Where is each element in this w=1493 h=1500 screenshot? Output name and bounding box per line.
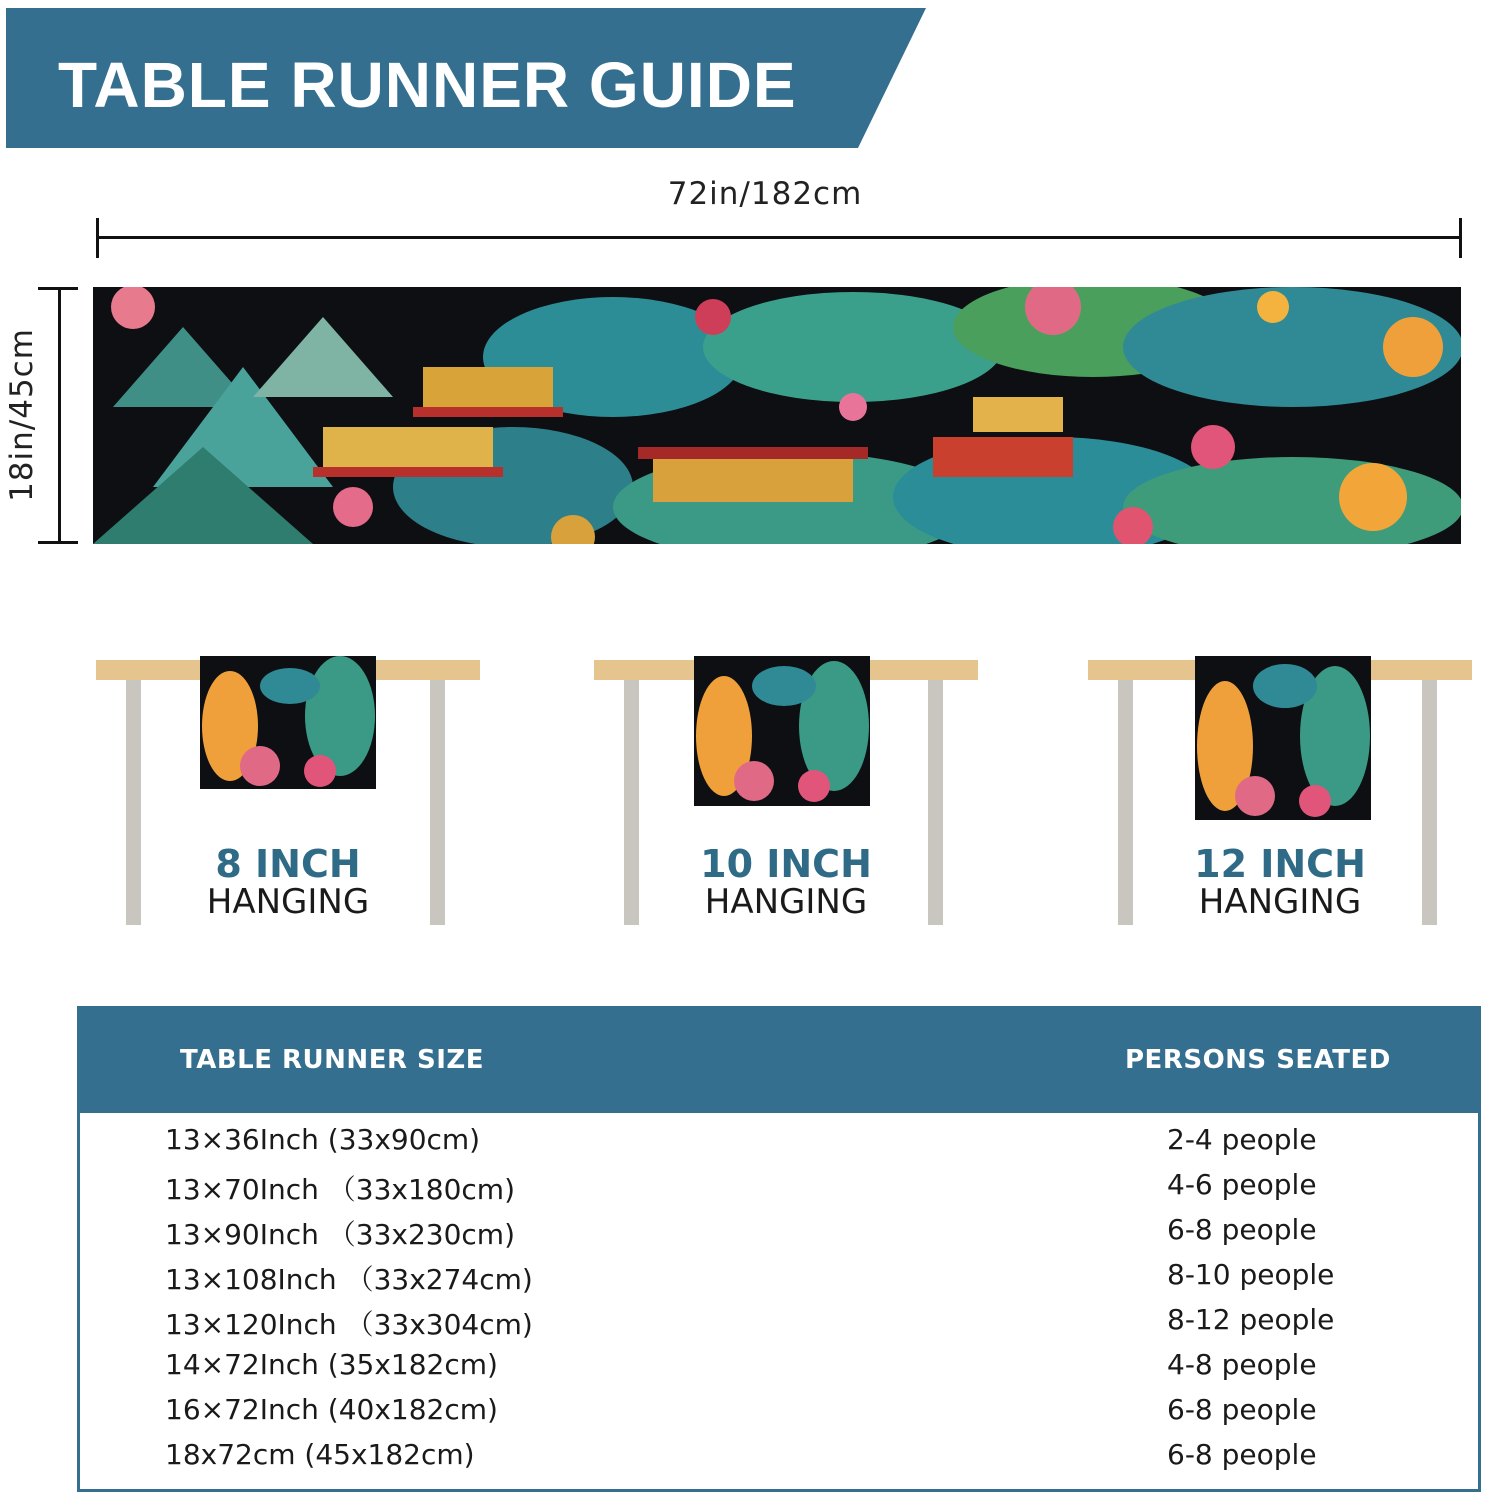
page-title: TABLE RUNNER GUIDE [58, 49, 797, 121]
table-row [80, 1438, 1478, 1483]
runner-drop [694, 656, 870, 806]
runner-drop [200, 656, 376, 789]
row-persons: 8-10 people [1167, 1258, 1335, 1291]
row-persons: 6-8 people [1167, 1393, 1317, 1426]
width-label: 18in/45cm [4, 328, 40, 502]
table-row [80, 1303, 1478, 1348]
row-size: 13×36Inch (33x90cm) [165, 1123, 481, 1156]
row-size: 13×120Inch （33x304cm) [165, 1308, 533, 1341]
table-row [80, 1168, 1478, 1213]
length-dimension-line [96, 236, 1462, 239]
length-tick-left [96, 218, 99, 258]
row-size: 16×72Inch (40x182cm) [165, 1393, 498, 1426]
row-size: 14×72Inch (35x182cm) [165, 1348, 498, 1381]
row-persons: 6-8 people [1167, 1213, 1317, 1246]
size-table-header [80, 1009, 1478, 1113]
row-persons: 6-8 people [1167, 1438, 1317, 1471]
row-size: 13×90Inch （33x230cm) [165, 1218, 516, 1251]
hanging-illustration-8 [96, 656, 480, 926]
table-row [80, 1123, 1478, 1168]
floral-runner-icon [694, 656, 870, 806]
floral-pagoda-tapestry-icon [93, 287, 1461, 544]
floral-runner-icon [200, 656, 376, 789]
table-row [80, 1213, 1478, 1258]
width-dimension-line [58, 288, 61, 544]
hanging-illustration-12 [1088, 656, 1472, 926]
hanging-10-value: 10 INCH [700, 842, 872, 886]
row-persons: 2-4 people [1167, 1123, 1317, 1156]
header-size: TABLE RUNNER SIZE [180, 1045, 485, 1075]
table-row [80, 1393, 1478, 1438]
runner-drop [1195, 656, 1371, 820]
row-persons: 8-12 people [1167, 1303, 1335, 1336]
row-size: 13×70Inch （33x180cm) [165, 1173, 516, 1206]
header-persons: PERSONS SEATED [1125, 1045, 1391, 1075]
hanging-12-label: HANGING [1198, 882, 1362, 922]
floral-runner-icon [1195, 656, 1371, 820]
title-banner [6, 8, 926, 148]
length-label: 72in/182cm [667, 176, 863, 212]
row-size: 13×108Inch （33x274cm) [165, 1263, 533, 1296]
hanging-8-label: HANGING [206, 882, 370, 922]
size-table [77, 1006, 1481, 1492]
length-tick-right [1459, 218, 1462, 258]
hanging-illustration-10 [594, 656, 978, 926]
table-row [80, 1348, 1478, 1393]
row-persons: 4-8 people [1167, 1348, 1317, 1381]
size-table-body [80, 1123, 1478, 1483]
width-tick-bottom [38, 541, 78, 544]
table-row [80, 1258, 1478, 1303]
hanging-12-value: 12 INCH [1194, 842, 1366, 886]
row-size: 18x72cm (45x182cm) [165, 1438, 475, 1471]
hanging-10-label: HANGING [704, 882, 868, 922]
table-runner-image [93, 287, 1461, 544]
hanging-8-value: 8 INCH [215, 842, 361, 886]
width-tick-top [38, 287, 78, 290]
row-persons: 4-6 people [1167, 1168, 1317, 1201]
